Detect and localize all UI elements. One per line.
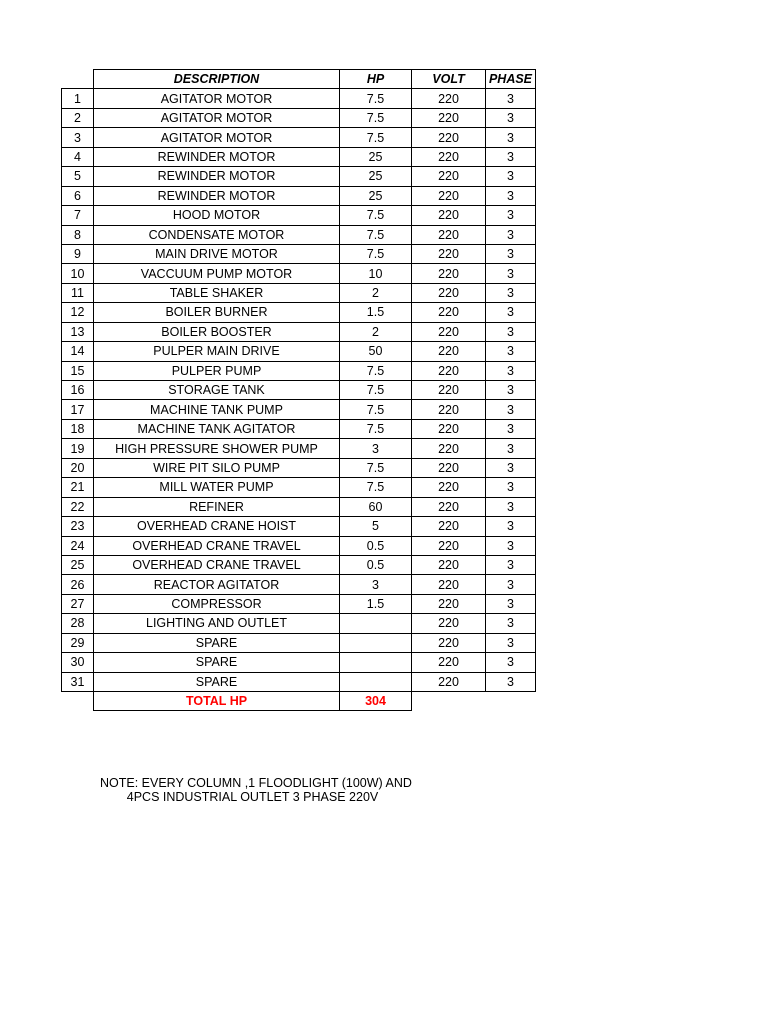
- cell-description: AGITATOR MOTOR: [94, 89, 340, 108]
- table-row: [62, 225, 536, 244]
- cell-description: COMPRESSOR: [94, 594, 340, 613]
- cell-phase: 3: [486, 147, 536, 166]
- cell-volt: 220: [412, 225, 486, 244]
- cell-phase: 3: [486, 108, 536, 127]
- cell-phase: 3: [486, 633, 536, 652]
- cell-no: 23: [62, 517, 94, 536]
- cell-volt: 220: [412, 517, 486, 536]
- cell-hp: 3: [340, 575, 412, 594]
- note-line-2: 4PCS INDUSTRIAL OUTLET 3 PHASE 220V: [126, 790, 379, 804]
- cell-phase: 3: [486, 439, 536, 458]
- header-description: DESCRIPTION: [94, 70, 340, 89]
- cell-description: WIRE PIT SILO PUMP: [94, 458, 340, 477]
- cell-hp: 50: [340, 342, 412, 361]
- cell-volt: 220: [412, 283, 486, 302]
- cell-no: 16: [62, 381, 94, 400]
- cell-hp: 7.5: [340, 225, 412, 244]
- cell-volt: 220: [412, 128, 486, 147]
- cell-hp: 7.5: [340, 206, 412, 225]
- table-row: [62, 206, 536, 225]
- cell-phase: 3: [486, 167, 536, 186]
- cell-hp: 7.5: [340, 128, 412, 147]
- cell-phase: 3: [486, 361, 536, 380]
- cell-no: 6: [62, 186, 94, 205]
- cell-no: 31: [62, 672, 94, 691]
- cell-volt: 220: [412, 108, 486, 127]
- cell-no: 3: [62, 128, 94, 147]
- cell-no: 1: [62, 89, 94, 108]
- cell-no: 19: [62, 439, 94, 458]
- cell-description: REWINDER MOTOR: [94, 147, 340, 166]
- cell-phase: 3: [486, 575, 536, 594]
- table-row: [62, 186, 536, 205]
- cell-description: VACCUUM PUMP MOTOR: [94, 264, 340, 283]
- cell-phase: 3: [486, 303, 536, 322]
- cell-hp: [340, 614, 412, 633]
- table-row: [62, 653, 536, 672]
- cell-volt: 220: [412, 186, 486, 205]
- cell-hp: 7.5: [340, 458, 412, 477]
- cell-description: MACHINE TANK AGITATOR: [94, 419, 340, 438]
- cell-no: 29: [62, 633, 94, 652]
- cell-hp: 1.5: [340, 594, 412, 613]
- cell-no: 7: [62, 206, 94, 225]
- cell-volt: 220: [412, 614, 486, 633]
- cell-hp: 7.5: [340, 244, 412, 263]
- cell-hp: 1.5: [340, 303, 412, 322]
- header-row: [62, 70, 536, 89]
- cell-phase: 3: [486, 419, 536, 438]
- table-row: [62, 458, 536, 477]
- table-row: [62, 283, 536, 302]
- cell-description: REWINDER MOTOR: [94, 186, 340, 205]
- table-row: [62, 264, 536, 283]
- header-volt: VOLT: [412, 70, 486, 89]
- cell-volt: 220: [412, 167, 486, 186]
- cell-volt: 220: [412, 653, 486, 672]
- cell-description: HIGH PRESSURE SHOWER PUMP: [94, 439, 340, 458]
- cell-no: 8: [62, 225, 94, 244]
- cell-volt: 220: [412, 89, 486, 108]
- table-row: [62, 478, 536, 497]
- cell-hp: 3: [340, 439, 412, 458]
- cell-volt: 220: [412, 206, 486, 225]
- cell-volt: 220: [412, 303, 486, 322]
- cell-phase: 3: [486, 381, 536, 400]
- cell-phase: 3: [486, 128, 536, 147]
- cell-hp: 5: [340, 517, 412, 536]
- cell-phase: 3: [486, 497, 536, 516]
- cell-no: 24: [62, 536, 94, 555]
- table-row: [62, 633, 536, 652]
- equipment-table: [61, 69, 536, 711]
- cell-description: STORAGE TANK: [94, 381, 340, 400]
- cell-no: 22: [62, 497, 94, 516]
- cell-description: BOILER BOOSTER: [94, 322, 340, 341]
- header-corner: [62, 70, 94, 89]
- cell-description: MACHINE TANK PUMP: [94, 400, 340, 419]
- table-row: [62, 672, 536, 691]
- table-row: [62, 322, 536, 341]
- table-row: [62, 594, 536, 613]
- cell-description: PULPER PUMP: [94, 361, 340, 380]
- cell-no: 15: [62, 361, 94, 380]
- cell-phase: 3: [486, 555, 536, 574]
- cell-phase: 3: [486, 653, 536, 672]
- cell-phase: 3: [486, 264, 536, 283]
- header-hp: HP: [340, 70, 412, 89]
- cell-hp: 2: [340, 322, 412, 341]
- cell-hp: 25: [340, 186, 412, 205]
- cell-volt: 220: [412, 575, 486, 594]
- table-row: [62, 575, 536, 594]
- cell-description: OVERHEAD CRANE TRAVEL: [94, 536, 340, 555]
- cell-no: 21: [62, 478, 94, 497]
- cell-phase: 3: [486, 400, 536, 419]
- cell-phase: 3: [486, 322, 536, 341]
- table-row: [62, 244, 536, 263]
- table-row: [62, 303, 536, 322]
- cell-hp: [340, 672, 412, 691]
- cell-description: REWINDER MOTOR: [94, 167, 340, 186]
- cell-description: REFINER: [94, 497, 340, 516]
- cell-phase: 3: [486, 536, 536, 555]
- header-phase: PHASE: [486, 70, 536, 89]
- cell-no: 10: [62, 264, 94, 283]
- note-block: [100, 776, 412, 804]
- cell-hp: [340, 633, 412, 652]
- cell-no: 2: [62, 108, 94, 127]
- table-row: [62, 555, 536, 574]
- cell-volt: 220: [412, 322, 486, 341]
- cell-no: 9: [62, 244, 94, 263]
- cell-phase: 3: [486, 614, 536, 633]
- cell-volt: 220: [412, 419, 486, 438]
- cell-phase: 3: [486, 206, 536, 225]
- table-body: [62, 89, 536, 692]
- cell-hp: 7.5: [340, 419, 412, 438]
- cell-volt: 220: [412, 633, 486, 652]
- cell-no: 26: [62, 575, 94, 594]
- cell-volt: 220: [412, 381, 486, 400]
- table-row: [62, 147, 536, 166]
- cell-phase: 3: [486, 672, 536, 691]
- cell-phase: 3: [486, 244, 536, 263]
- cell-volt: 220: [412, 342, 486, 361]
- table-row: [62, 614, 536, 633]
- cell-no: 12: [62, 303, 94, 322]
- cell-hp: 0.5: [340, 536, 412, 555]
- cell-no: 14: [62, 342, 94, 361]
- cell-no: 13: [62, 322, 94, 341]
- cell-description: CONDENSATE MOTOR: [94, 225, 340, 244]
- table-row: [62, 361, 536, 380]
- cell-no: 11: [62, 283, 94, 302]
- cell-phase: 3: [486, 594, 536, 613]
- cell-volt: 220: [412, 536, 486, 555]
- total-empty-volt: [412, 692, 486, 711]
- cell-hp: 7.5: [340, 108, 412, 127]
- cell-hp: 7.5: [340, 478, 412, 497]
- table-row: [62, 517, 536, 536]
- cell-volt: 220: [412, 400, 486, 419]
- cell-volt: 220: [412, 439, 486, 458]
- cell-description: BOILER BURNER: [94, 303, 340, 322]
- cell-phase: 3: [486, 458, 536, 477]
- cell-description: TABLE SHAKER: [94, 283, 340, 302]
- table-row: [62, 128, 536, 147]
- cell-volt: 220: [412, 497, 486, 516]
- cell-description: PULPER MAIN DRIVE: [94, 342, 340, 361]
- total-label: TOTAL HP: [94, 692, 340, 711]
- table-row: [62, 497, 536, 516]
- cell-hp: 7.5: [340, 400, 412, 419]
- cell-description: SPARE: [94, 633, 340, 652]
- cell-description: OVERHEAD CRANE HOIST: [94, 517, 340, 536]
- total-row: [62, 692, 536, 711]
- cell-no: 27: [62, 594, 94, 613]
- cell-hp: 60: [340, 497, 412, 516]
- cell-volt: 220: [412, 672, 486, 691]
- cell-no: 28: [62, 614, 94, 633]
- cell-description: AGITATOR MOTOR: [94, 128, 340, 147]
- cell-description: SPARE: [94, 672, 340, 691]
- cell-hp: [340, 653, 412, 672]
- table-row: [62, 536, 536, 555]
- cell-description: REACTOR AGITATOR: [94, 575, 340, 594]
- note-line-1: NOTE: EVERY COLUMN ,1 FLOODLIGHT (100W) AND: [100, 776, 412, 790]
- cell-volt: 220: [412, 458, 486, 477]
- cell-no: 4: [62, 147, 94, 166]
- cell-hp: 0.5: [340, 555, 412, 574]
- cell-no: 5: [62, 167, 94, 186]
- table-row: [62, 342, 536, 361]
- cell-volt: 220: [412, 555, 486, 574]
- cell-hp: 25: [340, 147, 412, 166]
- table-row: [62, 419, 536, 438]
- cell-description: MILL WATER PUMP: [94, 478, 340, 497]
- cell-volt: 220: [412, 244, 486, 263]
- cell-phase: 3: [486, 283, 536, 302]
- cell-hp: 25: [340, 167, 412, 186]
- cell-description: AGITATOR MOTOR: [94, 108, 340, 127]
- cell-hp: 2: [340, 283, 412, 302]
- cell-phase: 3: [486, 225, 536, 244]
- table-row: [62, 381, 536, 400]
- cell-no: 17: [62, 400, 94, 419]
- cell-volt: 220: [412, 478, 486, 497]
- cell-description: OVERHEAD CRANE TRAVEL: [94, 555, 340, 574]
- cell-description: HOOD MOTOR: [94, 206, 340, 225]
- cell-phase: 3: [486, 517, 536, 536]
- cell-hp: 7.5: [340, 89, 412, 108]
- cell-volt: 220: [412, 594, 486, 613]
- cell-hp: 7.5: [340, 361, 412, 380]
- cell-hp: 7.5: [340, 381, 412, 400]
- table-row: [62, 167, 536, 186]
- cell-phase: 3: [486, 342, 536, 361]
- table-row: [62, 89, 536, 108]
- cell-no: 18: [62, 419, 94, 438]
- cell-phase: 3: [486, 89, 536, 108]
- cell-description: MAIN DRIVE MOTOR: [94, 244, 340, 263]
- cell-no: 30: [62, 653, 94, 672]
- cell-volt: 220: [412, 147, 486, 166]
- cell-volt: 220: [412, 264, 486, 283]
- cell-hp: 10: [340, 264, 412, 283]
- cell-no: 20: [62, 458, 94, 477]
- table-row: [62, 439, 536, 458]
- cell-phase: 3: [486, 186, 536, 205]
- table-row: [62, 108, 536, 127]
- total-spacer: [62, 692, 94, 711]
- cell-no: 25: [62, 555, 94, 574]
- cell-description: SPARE: [94, 653, 340, 672]
- cell-phase: 3: [486, 478, 536, 497]
- total-value: 304: [340, 692, 412, 711]
- table-row: [62, 400, 536, 419]
- cell-volt: 220: [412, 361, 486, 380]
- cell-description: LIGHTING AND OUTLET: [94, 614, 340, 633]
- total-empty-phase: [486, 692, 536, 711]
